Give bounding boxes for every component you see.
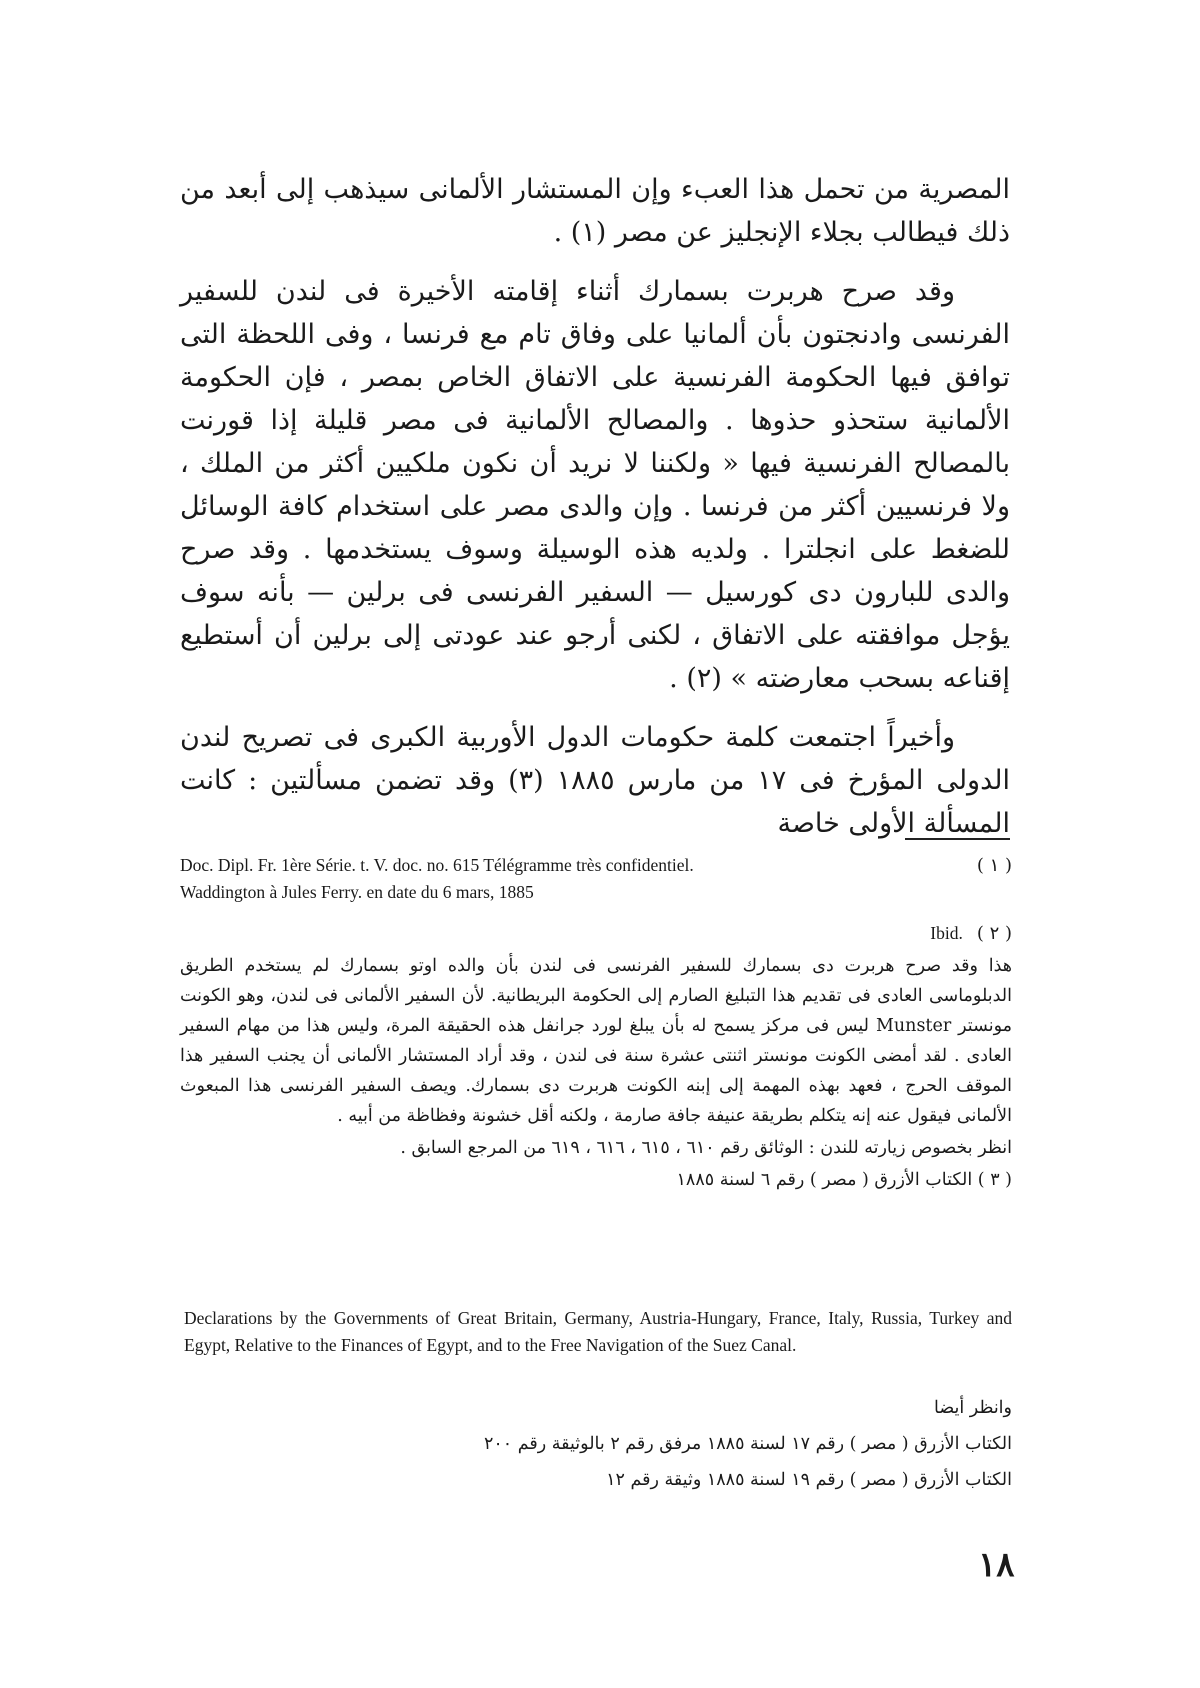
page-number: ١٨ <box>978 1545 1015 1585</box>
paragraph-2: وقد صرح هربرت بسمارك أثناء إقامته الأخيرة فى لندن للسفير الفرنسى وادنجتون بأن ألمانيا على وفاق تام مع فرنسا ، وفى اللحظة التى توافق فيها الحكومة الفرنسية على الاتفاق الخاص بمصر ، فإن الحكومة الألمانية ستحذو حذوها . والمصالح الألمانية فى مصر قليلة إذا قورنت بالمصالح الفرنسية فيها « ولكننا لا نريد أن نكون ملكيين أكثر من الملك ، ولا فرنسيين أكثر من فرنسا . وإن والدى مصر على استخدام كافة الوسائل للضغط على انجلترا . ولديه هذه الوسيلة وسوف يستخدمها . وقد صرح والدى للبارون دى كورسيل — السفير الفرنسى فى برلين — بأنه سوف يؤجل موافقته على الاتفاق ، لكنى أرجو عند عودتى إلى برلين أن أستطيع إقناعه بسحب معارضته » (٢) . <box>180 276 1010 694</box>
footnote-1 <box>180 852 1012 906</box>
footnote-2-see: انظر بخصوص زيارته للندن : الوثائق رقم ٦١٠ ، ٦١٥ ، ٦١٦ ، ٦١٩ من المرجع السابق . <box>400 1138 1012 1158</box>
footnote-2-marker: ( ٢ ) <box>976 923 1012 944</box>
paragraph-1: المصرية من تحمل هذا العبء وإن المستشار الألمانى سيذهب إلى أبعد من ذلك فيطالب بجلاء الإنجليز عن مصر (١) . <box>180 174 1010 248</box>
footnote-1-citation-line2: Waddington à Jules Ferry. en date du 6 mars, 1885 <box>180 882 534 902</box>
footnote-1-marker: ( ١ ) <box>976 855 1012 876</box>
footnote-3-line: ( ٣ ) الكتاب الأزرق ( مصر ) رقم ٦ لسنة ١٨٨٥ <box>676 1170 1012 1190</box>
footnote-separator <box>905 838 1010 840</box>
footnote-2-ibid: Ibid. <box>930 923 963 943</box>
footnote-2 <box>180 920 1012 1195</box>
paragraph-3: وأخيراً اجتمعت كلمة حكومات الدول الأوربية الكبرى فى تصريح لندن الدولى المؤرخ فى ١٧ من مارس ١٨٨٥ (٣) وقد تضمن مسألتين : كانت المسألة الأولى خاصة <box>180 722 1010 839</box>
see-also-label: وانظر أيضا <box>934 1398 1012 1418</box>
reference-1: الكتاب الأزرق ( مصر ) رقم ١٧ لسنة ١٨٨٥ مرفق رقم ٢ بالوثيقة رقم ٢٠٠ <box>483 1434 1012 1454</box>
main-text <box>180 168 1010 861</box>
see-also-block <box>330 1390 1012 1498</box>
footnote-1-citation-line1: Doc. Dipl. Fr. 1ère Série. t. V. doc. no. 615 Télégramme très confidentiel. <box>180 855 694 875</box>
footnote-3-declaration: Declarations by the Governments of Great Britain, Germany, Austria-Hungary, France, Italy, Russia, Turkey and Egypt, Relative to the Finances of Egypt, and to the Free Navigation of the Suez Canal. <box>184 1308 1012 1355</box>
footnote-2-text: هذا وقد صرح هربرت دى بسمارك للسفير الفرنسى فى لندن بأن والده اوتو بسمارك لم يستخدم الطريق الدبلوماسى العادى فى تقديم هذا التبليغ الصارم إلى الحكومة البريطانية. لأن السفير الألمانى فى لندن، وهو الكونت مونستر Munster ليس فى مركز يسمح له بأن يبلغ لورد جرانفل هذه الحقيقة المرة، وليس هذا من مهام السفير العادى . لقد أمضى الكونت مونستر اثنتى عشرة سنة فى لندن ، وقد أراد المستشار الألمانى أن يجنب السفير هذا الموقف الحرج ، فعهد بهذه المهمة إلى إبنه الكونت هربرت دى بسمارك. ويصف السفير الفرنسى هذا المبعوث الألمانى فيقول عنه إنه يتكلم بطريقة عنيفة جافة صارمة ، ولكنه أقل خشونة وفظاظة من أبيه . <box>180 956 1012 1126</box>
reference-2: الكتاب الأزرق ( مصر ) رقم ١٩ لسنة ١٨٨٥ وثيقة رقم ١٢ <box>606 1470 1012 1490</box>
